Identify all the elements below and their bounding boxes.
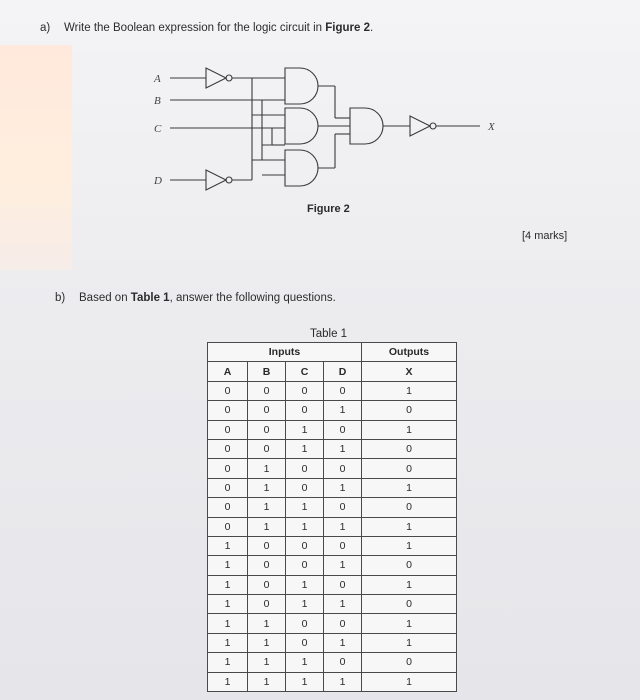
table-cell: 0 [362,653,457,672]
table-row [208,478,457,497]
table-cell: 1 [324,595,362,614]
question-b-label: b) [55,292,66,304]
table-cell: 0 [248,595,286,614]
and-gate-3 [285,150,318,186]
figure-caption: Figure 2 [307,203,350,215]
table-cell: 1 [208,633,248,652]
col-header-c: C [286,362,324,381]
table-cell: 1 [286,420,324,439]
table-cell: 0 [286,459,324,478]
logic-circuit-diagram [140,60,520,200]
table-cell: 1 [286,672,324,691]
table-cell: 1 [286,595,324,614]
table-cell: 1 [362,517,457,536]
table-cell: 1 [208,556,248,575]
marks-label: [4 marks] [522,230,568,242]
table-cell: 1 [248,653,286,672]
page-margin-highlight [0,45,72,270]
table-row [208,633,457,652]
table-cell: 1 [324,672,362,691]
table-cell: 1 [286,575,324,594]
input-label-d: D [154,175,162,187]
table-cell: 1 [286,517,324,536]
table-cell: 0 [324,653,362,672]
table-cell: 1 [362,633,457,652]
input-label-c: C [154,123,162,135]
table-cell: 0 [324,459,362,478]
table-cell: 1 [362,536,457,555]
table-cell: 0 [208,478,248,497]
question-a-label: a) [40,22,51,34]
table-cell: 0 [208,498,248,517]
table-cell: 0 [324,575,362,594]
table-cell: 1 [286,439,324,458]
table-cell: 0 [362,401,457,420]
table-cell: 1 [324,556,362,575]
table-row [208,459,457,478]
table-cell: 1 [248,517,286,536]
table-cell: 0 [286,633,324,652]
table-row [208,556,457,575]
table-cell: 0 [362,459,457,478]
inputs-header: Inputs [208,343,362,362]
table-cell: 1 [286,498,324,517]
table-cell: 1 [248,478,286,497]
table-cell: 0 [248,439,286,458]
question-b-end: , answer the following questions. [169,292,336,304]
table-cell: 1 [324,439,362,458]
input-label-a: A [154,73,161,85]
table-cell: 1 [208,575,248,594]
table-row [208,517,457,536]
table-row [208,439,457,458]
table-cell: 1 [248,498,286,517]
table-cell: 0 [208,401,248,420]
and-gate-final [350,108,383,144]
table-caption: Table 1 [310,328,348,340]
truth-table [207,342,457,692]
table-cell: 1 [362,381,457,400]
table-cell: 0 [324,420,362,439]
table-cell: 1 [286,653,324,672]
output-label-x: X [488,121,495,133]
table-cell: 1 [324,517,362,536]
table-cell: 0 [286,614,324,633]
col-header-a: A [208,362,248,381]
table-cell: 1 [362,614,457,633]
table-cell: 1 [248,459,286,478]
table-cell: 0 [248,575,286,594]
table-cell: 0 [324,381,362,400]
question-a-ref: Figure 2 [325,22,370,34]
table-cell: 1 [208,536,248,555]
table-cell: 1 [324,401,362,420]
question-a-text: Write the Boolean expression for the logic circuit in [64,22,326,34]
table-cell: 0 [362,595,457,614]
table-cell: 0 [248,420,286,439]
table-cell: 1 [362,575,457,594]
table-cell: 0 [286,401,324,420]
table-cell: 1 [324,478,362,497]
table-cell: 0 [248,401,286,420]
table-cell: 0 [286,478,324,497]
table-cell: 0 [208,439,248,458]
outputs-header: Outputs [362,343,457,362]
table-cell: 0 [248,536,286,555]
table-cell: 1 [208,614,248,633]
table-row [208,420,457,439]
table-cell: 0 [362,556,457,575]
table-row [208,653,457,672]
table-cell: 0 [324,498,362,517]
table-cell: 1 [208,653,248,672]
input-label-b: B [154,95,161,107]
table-cell: 0 [286,536,324,555]
table-cell: 1 [248,672,286,691]
table-cell: 1 [362,672,457,691]
table-row [208,498,457,517]
table-row [208,595,457,614]
table-cell: 0 [208,459,248,478]
table-cell: 0 [208,420,248,439]
table-cell: 0 [286,556,324,575]
question-b-text: Based on [79,292,131,304]
col-header-x: X [362,362,457,381]
col-header-d: D [324,362,362,381]
question-a-end: . [369,22,374,34]
table-cell: 0 [286,381,324,400]
table-cell: 1 [248,633,286,652]
question-b [55,292,336,304]
table-row [208,401,457,420]
table-row [208,536,457,555]
table-cell: 0 [362,498,457,517]
not-gate-d [206,170,226,190]
table-cell: 1 [208,595,248,614]
col-header-b: B [248,362,286,381]
table-cell: 0 [324,536,362,555]
table-cell: 1 [248,614,286,633]
table-cell: 1 [362,420,457,439]
table-row [208,614,457,633]
table-row [208,575,457,594]
table-cell: 0 [248,381,286,400]
question-b-ref: Table 1 [130,292,170,304]
table-row [208,381,457,400]
table-cell: 0 [248,556,286,575]
not-gate-a [206,68,226,88]
table-cell: 0 [362,439,457,458]
and-gate-2 [285,108,318,144]
and-gate-1 [285,68,318,104]
table-row [208,672,457,691]
table-cell: 0 [208,517,248,536]
table-cell: 1 [324,633,362,652]
table-cell: 1 [362,478,457,497]
not-gate-out [410,116,430,136]
table-cell: 1 [208,672,248,691]
table-cell: 0 [324,614,362,633]
table-cell: 0 [208,381,248,400]
question-a [40,22,373,34]
